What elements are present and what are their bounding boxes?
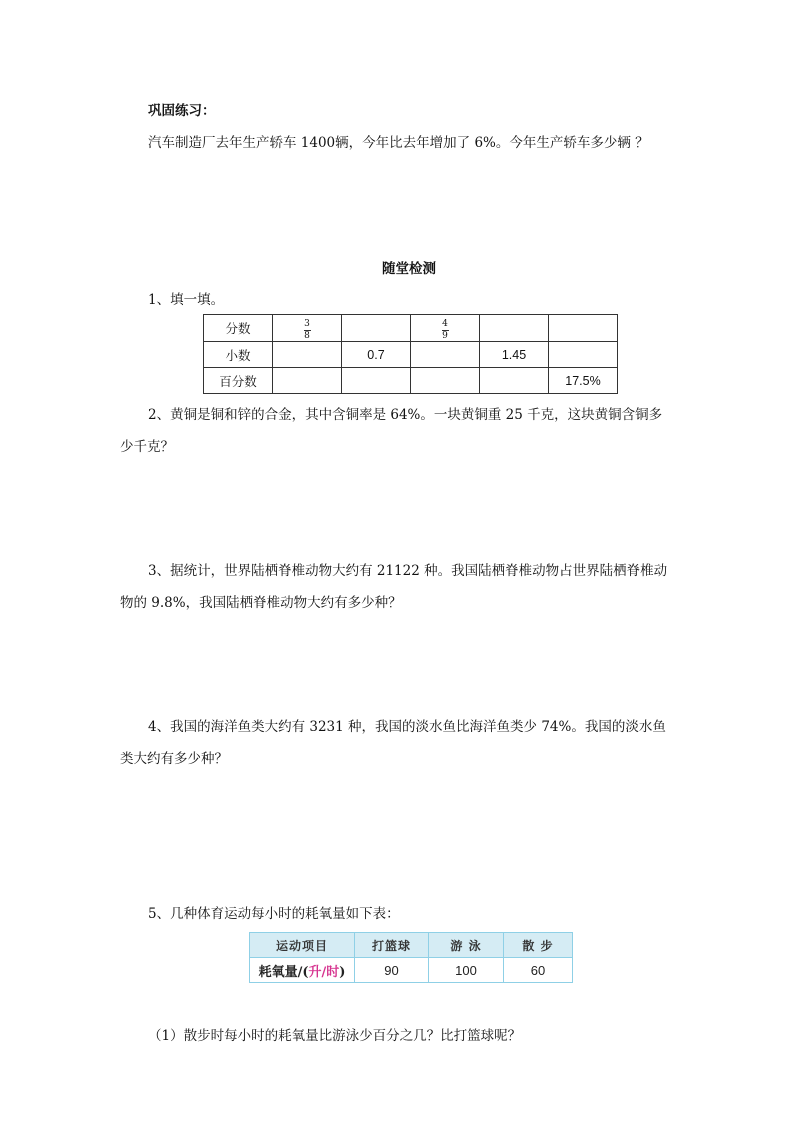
question-2-line-1: 2、黄铜是铜和锌的合金，其中含铜率是 64%。一块黄铜重 25 千克，这块黄铜含铜多 <box>148 407 663 423</box>
fraction-cell <box>273 315 342 342</box>
table-cell <box>342 315 411 342</box>
table-cell: 1.45 <box>480 342 549 368</box>
question-1: 1、填一填。 <box>148 292 225 308</box>
header-cell: 运动项目 <box>250 933 355 958</box>
question-3-line-2: 物的 9.8%，我国陆栖脊椎动物大约有多少种？ <box>120 595 402 611</box>
value-cell: 60 <box>504 958 573 983</box>
header-cell: 游 泳 <box>429 933 504 958</box>
table-cell <box>549 315 618 342</box>
fill-table <box>203 314 618 394</box>
question-3-line-1: 3、据统计，世界陆栖脊椎动物大约有 21122 种。我国陆栖脊椎动物占世界陆栖脊椎动 <box>148 563 668 579</box>
section-title: 随堂检测 <box>382 261 436 277</box>
table-cell <box>273 368 342 394</box>
practice-problem: 汽车制造厂去年生产轿车 1400辆，今年比去年增加了 6%。今年生产轿车多少辆 ？ <box>148 135 649 151</box>
table-row <box>204 315 618 342</box>
fraction-4-9: $\frac{4}{9}$ <box>442 319 448 341</box>
row-label: 分数 <box>204 315 273 342</box>
fraction-cell <box>411 315 480 342</box>
table-cell <box>480 315 549 342</box>
row-label: 耗氧量/(升/时) <box>250 958 355 983</box>
table-cell <box>480 368 549 394</box>
table-cell <box>549 342 618 368</box>
table-row <box>204 368 618 394</box>
row-label: 小数 <box>204 342 273 368</box>
table-cell: 17.5% <box>549 368 618 394</box>
unit-label: 升/时 <box>308 964 340 980</box>
question-4-line-2: 类大约有多少种？ <box>120 751 228 767</box>
value-cell: 100 <box>429 958 504 983</box>
oxygen-table <box>249 932 573 983</box>
table-cell <box>273 342 342 368</box>
table-cell <box>411 368 480 394</box>
header-cell: 散 步 <box>504 933 573 958</box>
row-label: 百分数 <box>204 368 273 394</box>
question-5-sub-1: （1）散步时每小时的耗氧量比游泳少百分之几？比打篮球呢？ <box>148 1028 522 1044</box>
question-4-line-1: 4、我国的海洋鱼类大约有 3231 种，我国的淡水鱼比海洋鱼类少 74%。我国的淡水鱼 <box>148 719 666 735</box>
fraction-3-8: $\frac{3}{8}$ <box>304 319 310 341</box>
table-cell <box>411 342 480 368</box>
header-cell: 打篮球 <box>355 933 429 958</box>
table-row <box>204 342 618 368</box>
table-row <box>250 958 573 983</box>
practice-heading: 巩固练习： <box>148 103 216 119</box>
table-header-row <box>250 933 573 958</box>
table-cell: 0.7 <box>342 342 411 368</box>
question-2-line-2: 少千克？ <box>120 439 174 455</box>
value-cell: 90 <box>355 958 429 983</box>
table-cell <box>342 368 411 394</box>
question-5: 5、几种体育运动每小时的耗氧量如下表： <box>148 906 400 922</box>
